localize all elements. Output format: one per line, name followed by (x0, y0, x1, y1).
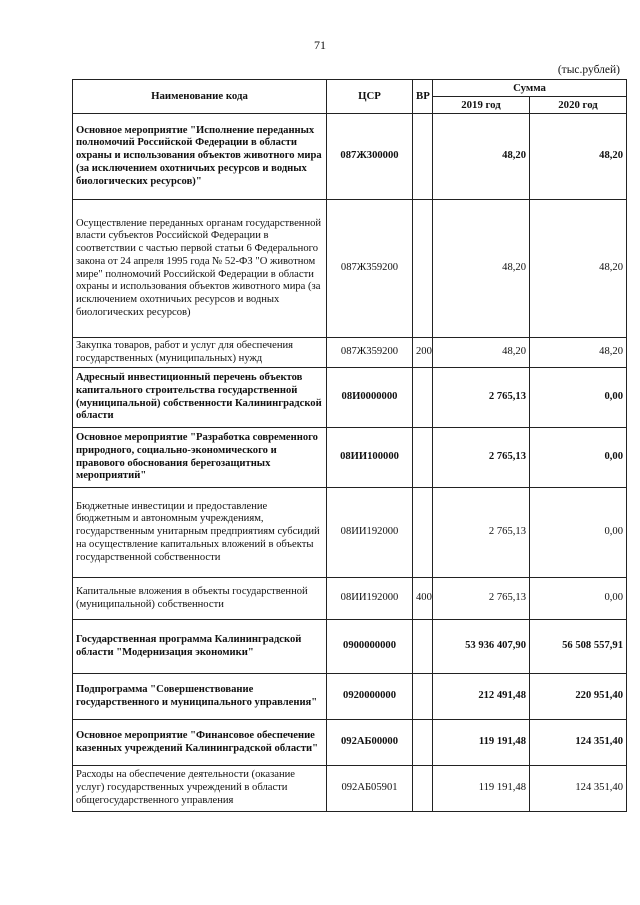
row-vr (413, 620, 433, 674)
row-vr (413, 200, 433, 338)
row-value-2020: 0,00 (530, 488, 627, 578)
header-csr: ЦСР (327, 80, 413, 114)
header-row-top (73, 80, 627, 97)
row-value-2019: 119 191,48 (433, 766, 530, 812)
table-row (73, 620, 627, 674)
row-vr (413, 674, 433, 720)
row-csr: 092АБ05901 (327, 766, 413, 812)
row-csr: 08И0000000 (327, 368, 413, 428)
budget-table (72, 79, 627, 812)
row-csr: 092АБ00000 (327, 720, 413, 766)
row-value-2020: 220 951,40 (530, 674, 627, 720)
row-csr: 087Ж300000 (327, 114, 413, 200)
row-vr: 400 (413, 578, 433, 620)
row-value-2020: 0,00 (530, 578, 627, 620)
table-row (73, 338, 627, 368)
row-value-2020: 0,00 (530, 428, 627, 488)
row-value-2019: 48,20 (433, 338, 530, 368)
row-csr: 0900000000 (327, 620, 413, 674)
row-vr (413, 488, 433, 578)
header-year-2020: 2020 год (530, 97, 627, 114)
row-csr: 0920000000 (327, 674, 413, 720)
row-name: Осуществление переданных органам государственной власти субъектов Российской Федерации в соответствии с частью первой статьи 6 Федерального закона от 24 апреля 1995 года № 52-ФЗ "О животном мире" полномочий Российской Федерации в области охраны и использования объектов животного мира (за исключением охотничьих ресурсов и водных биологических ресурсов) (73, 200, 327, 338)
row-value-2019: 119 191,48 (433, 720, 530, 766)
row-value-2019: 212 491,48 (433, 674, 530, 720)
row-name: Адресный инвестиционный перечень объектов капитального строительства государственной (муниципальной) собственности Калининградской области (73, 368, 327, 428)
row-vr (413, 766, 433, 812)
row-vr (413, 428, 433, 488)
table-row (73, 114, 627, 200)
row-csr: 087Ж359200 (327, 338, 413, 368)
table-row (73, 720, 627, 766)
row-csr: 08ИИ192000 (327, 488, 413, 578)
row-vr (413, 368, 433, 428)
row-value-2020: 56 508 557,91 (530, 620, 627, 674)
row-value-2020: 0,00 (530, 368, 627, 428)
row-value-2020: 48,20 (530, 200, 627, 338)
table-row (73, 428, 627, 488)
header-sum: Сумма (433, 80, 627, 97)
row-value-2019: 2 765,13 (433, 428, 530, 488)
header-year-2019: 2019 год (433, 97, 530, 114)
row-csr: 08ИИ100000 (327, 428, 413, 488)
row-name: Подпрограмма "Совершенствование государственного и муниципального управления" (73, 674, 327, 720)
row-name: Основное мероприятие "Исполнение переданных полномочий Российской Федерации в области охраны и использования объектов животного мира (за исключением охотничьих ресурсов и водных биологических ресурсов)" (73, 114, 327, 200)
row-name: Бюджетные инвестиции и предоставление бюджетным и автономным учреждениям, государственным унитарным предприятиям субсидий на осуществление капитальных вложений в объекты государственной собственности (73, 488, 327, 578)
row-vr (413, 114, 433, 200)
row-value-2019: 48,20 (433, 114, 530, 200)
row-vr (413, 720, 433, 766)
table-row (73, 578, 627, 620)
table-row (73, 200, 627, 338)
row-value-2020: 48,20 (530, 338, 627, 368)
row-name: Основное мероприятие "Финансовое обеспечение казенных учреждений Калининградской области" (73, 720, 327, 766)
row-name: Государственная программа Калининградской области "Модернизация экономики" (73, 620, 327, 674)
row-name: Основное мероприятие "Разработка современного природного, социально-экономического и правового обоснования берегозащитных мероприятий" (73, 428, 327, 488)
row-vr: 200 (413, 338, 433, 368)
row-value-2020: 124 351,40 (530, 720, 627, 766)
row-csr: 087Ж359200 (327, 200, 413, 338)
table-row (73, 674, 627, 720)
table-row (73, 368, 627, 428)
row-value-2020: 124 351,40 (530, 766, 627, 812)
header-vr: ВР (413, 80, 433, 114)
row-value-2019: 2 765,13 (433, 368, 530, 428)
page-number: 71 (314, 38, 326, 52)
row-name: Закупка товаров, работ и услуг для обеспечения государственных (муниципальных) нужд (73, 338, 327, 368)
row-value-2019: 2 765,13 (433, 578, 530, 620)
table-row (73, 488, 627, 578)
row-value-2019: 53 936 407,90 (433, 620, 530, 674)
row-value-2019: 48,20 (433, 200, 530, 338)
row-value-2020: 48,20 (530, 114, 627, 200)
row-name: Капитальные вложения в объекты государственной (муниципальной) собственности (73, 578, 327, 620)
row-csr: 08ИИ192000 (327, 578, 413, 620)
table-row (73, 766, 627, 812)
header-name: Наименование кода (73, 80, 327, 114)
row-value-2019: 2 765,13 (433, 488, 530, 578)
row-name: Расходы на обеспечение деятельности (оказание услуг) государственных учреждений в области общегосударственного управления (73, 766, 327, 812)
units-label: (тыс.рублей) (557, 64, 620, 76)
